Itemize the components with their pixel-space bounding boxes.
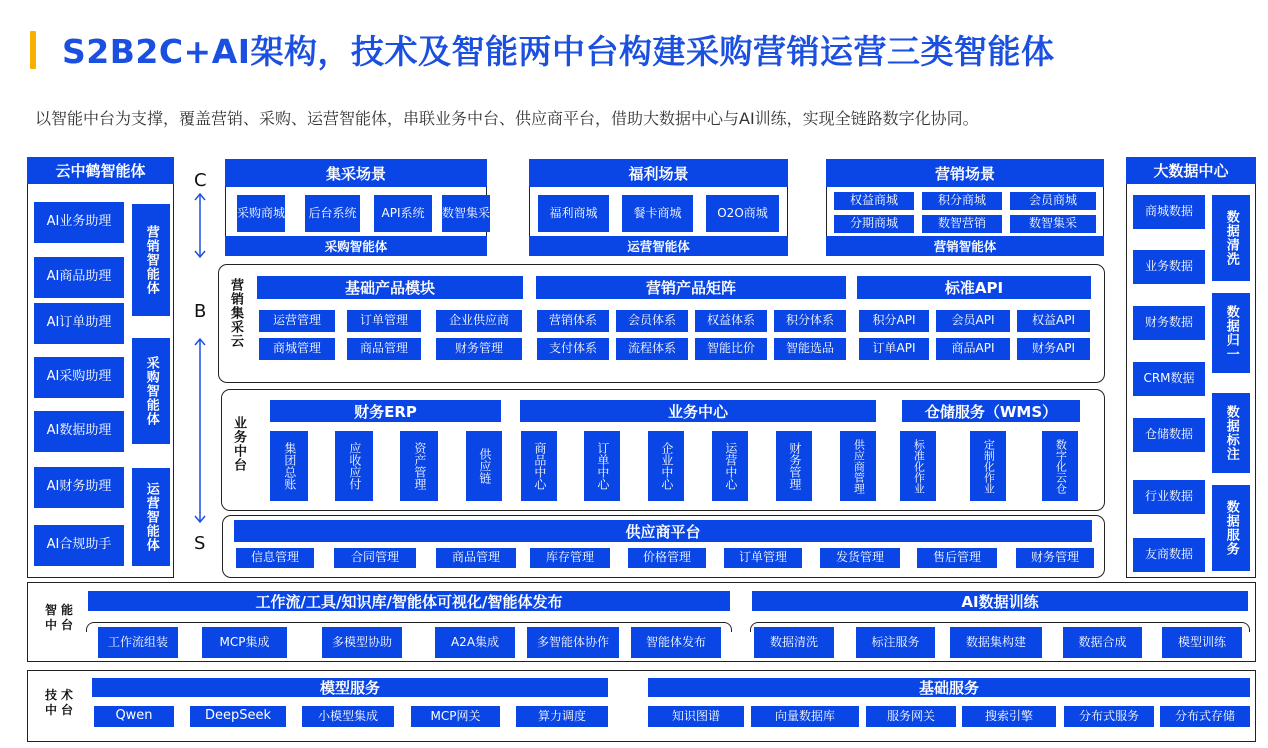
data-item: 友商数据 (1133, 538, 1205, 572)
scene-item: 分期商城 (834, 215, 914, 233)
scene-item: 采购商城 (237, 195, 285, 232)
service-item: 搜索引擎 (962, 706, 1056, 727)
supplier-platform-title: 供应商平台 (234, 520, 1092, 542)
scene-item: 权益商城 (834, 192, 914, 210)
right-panel-title: 大数据中心 (1126, 157, 1256, 184)
module-item: 财务管理 (436, 338, 522, 360)
scene-item: 餐卡商城 (622, 195, 693, 232)
assistant-item: AI订单助理 (34, 303, 124, 344)
service-item: DeepSeek (190, 706, 286, 727)
module-item: 智能选品 (774, 338, 846, 360)
supplier-item: 信息管理 (236, 548, 314, 568)
assistant-item: AI合规助手 (34, 525, 124, 566)
module-item: 财务API (1017, 338, 1090, 360)
data-function: 数据清洗 (1212, 195, 1250, 281)
module-item: 企业中心 (648, 431, 684, 501)
module-item: 会员体系 (616, 310, 688, 332)
data-item: 仓储数据 (1133, 418, 1205, 452)
group-title: 仓储服务（WMS） (902, 400, 1080, 422)
module-item: 商品中心 (521, 431, 557, 501)
module-item: 商城管理 (259, 338, 335, 360)
service-item: 小模型集成 (302, 706, 394, 727)
data-item: 行业数据 (1133, 480, 1205, 514)
axis-label-b: B (194, 301, 207, 322)
scene-item: 后台系统 (305, 195, 360, 232)
business-platform-label: 业务中台 (231, 416, 246, 472)
assistant-item: AI商品助理 (34, 257, 124, 298)
service-item: 分布式存储 (1160, 706, 1250, 727)
supplier-item: 合同管理 (334, 548, 416, 568)
data-item: 业务数据 (1133, 250, 1205, 284)
assistant-item: AI财务助理 (34, 467, 124, 508)
group-title: 基础服务 (648, 678, 1250, 697)
module-item: 定制化作业 (970, 431, 1006, 501)
axis-label-c: C (194, 170, 207, 191)
intelligent-platform-label: 智能中台 (44, 603, 77, 632)
agent-item: 运营智能体 (132, 468, 170, 566)
module-item: 标准化作业 (900, 431, 936, 501)
service-item: 分布式服务 (1064, 706, 1154, 727)
supplier-item: 订单管理 (724, 548, 802, 568)
module-item: 智能比价 (695, 338, 767, 360)
axis-arrows (190, 192, 210, 532)
supplier-item: 发货管理 (820, 548, 900, 568)
service-item: MCP网关 (411, 706, 500, 727)
supplier-item: 商品管理 (436, 548, 516, 568)
scene-item: API系统 (374, 195, 432, 232)
scene-footer: 采购智能体 (225, 236, 487, 256)
platform-item: 智能体发布 (631, 627, 721, 658)
platform-item: 标注服务 (856, 627, 935, 658)
module-item: 订单中心 (584, 431, 620, 501)
scene-footer: 运营智能体 (529, 236, 788, 256)
scene-item: 会员商城 (1010, 192, 1096, 210)
supplier-item: 售后管理 (917, 548, 997, 568)
agent-item: 采购智能体 (132, 338, 170, 444)
data-function: 数据标注 (1212, 393, 1250, 473)
module-item: 流程体系 (616, 338, 688, 360)
scene-item: 数智营销 (922, 215, 1002, 233)
service-item: 服务网关 (866, 706, 956, 727)
module-item: 应收应付 (335, 431, 373, 501)
data-function: 数据归一 (1212, 293, 1250, 373)
service-item: 向量数据库 (751, 706, 859, 727)
module-item: 资产管理 (400, 431, 438, 501)
agent-item: 营销智能体 (132, 204, 170, 316)
scene-footer: 营销智能体 (826, 236, 1104, 256)
group-title: 基础产品模块 (257, 276, 523, 299)
module-item: 支付体系 (537, 338, 609, 360)
group-title: 模型服务 (92, 678, 608, 697)
module-item: 会员API (936, 310, 1010, 332)
module-item: 运营中心 (712, 431, 748, 501)
assistant-item: AI数据助理 (34, 411, 124, 452)
module-item: 订单API (859, 338, 929, 360)
supplier-item: 财务管理 (1016, 548, 1094, 568)
platform-item: 数据集构建 (950, 627, 1042, 658)
scene-item: 积分商城 (922, 192, 1002, 210)
assistant-item: AI采购助理 (34, 357, 124, 398)
module-item: 数字化云仓 (1042, 431, 1078, 501)
page-subtitle: 以智能中台为支撑，覆盖营销、采购、运营智能体，串联业务中台、供应商平台，借助大数据中心与AI训练，实现全链路数字化协同。 (35, 109, 979, 128)
module-item: 订单管理 (347, 310, 421, 332)
axis-label-s: S (194, 533, 206, 554)
platform-item: 数据合成 (1063, 627, 1142, 658)
scene-title: 福利场景 (529, 159, 788, 187)
group-title: 营销产品矩阵 (536, 276, 846, 299)
scene-item: 数智集采 (1010, 215, 1096, 233)
title-accent-bar (30, 31, 36, 69)
marketing-cloud-label: 营销集采云 (228, 278, 243, 348)
module-item: 财务管理 (776, 431, 812, 501)
group-title: 业务中心 (520, 400, 876, 422)
module-item: 积分体系 (774, 310, 846, 332)
data-function: 数据服务 (1212, 485, 1250, 571)
module-item: 商品API (936, 338, 1010, 360)
supplier-item: 库存管理 (530, 548, 610, 568)
module-item: 权益体系 (695, 310, 767, 332)
platform-item: 模型训练 (1162, 627, 1242, 658)
module-item: 营销体系 (537, 310, 609, 332)
service-item: 知识图谱 (648, 706, 744, 727)
scene-item: O2O商城 (706, 195, 779, 232)
service-item: Qwen (94, 706, 174, 727)
data-item: 商城数据 (1133, 195, 1205, 229)
data-item: 财务数据 (1133, 306, 1205, 340)
scene-title: 营销场景 (826, 159, 1104, 187)
scene-item: 福利商城 (538, 195, 609, 232)
page-title: S2B2C+AI架构，技术及智能两中台构建采购营销运营三类智能体 (62, 32, 1055, 71)
platform-item: A2A集成 (435, 627, 515, 658)
service-item: 算力调度 (516, 706, 608, 727)
module-item: 企业供应商 (436, 310, 522, 332)
module-item: 集团总账 (270, 431, 308, 501)
group-title: AI数据训练 (752, 591, 1248, 611)
group-title: 工作流/工具/知识库/智能体可视化/智能体发布 (88, 591, 730, 611)
data-item: CRM数据 (1133, 362, 1205, 396)
platform-item: 多模型协助 (322, 627, 402, 658)
platform-item: MCP集成 (202, 627, 287, 658)
scene-title: 集采场景 (225, 159, 487, 187)
module-item: 商品管理 (347, 338, 421, 360)
scene-item: 数智集采 (442, 195, 490, 232)
supplier-item: 价格管理 (628, 548, 706, 568)
module-item: 权益API (1017, 310, 1090, 332)
group-title: 标准API (857, 276, 1091, 299)
assistant-item: AI业务助理 (34, 202, 124, 243)
module-item: 供应商管理 (840, 431, 876, 501)
module-item: 供应链 (466, 431, 502, 501)
platform-item: 多智能体协作 (527, 627, 619, 658)
group-title: 财务ERP (270, 400, 501, 422)
module-item: 积分API (859, 310, 929, 332)
tech-platform-label: 技术中台 (44, 688, 77, 717)
left-panel-title: 云中鹤智能体 (27, 157, 174, 184)
platform-item: 工作流组装 (98, 627, 178, 658)
platform-item: 数据清洗 (754, 627, 834, 658)
module-item: 运营管理 (259, 310, 335, 332)
